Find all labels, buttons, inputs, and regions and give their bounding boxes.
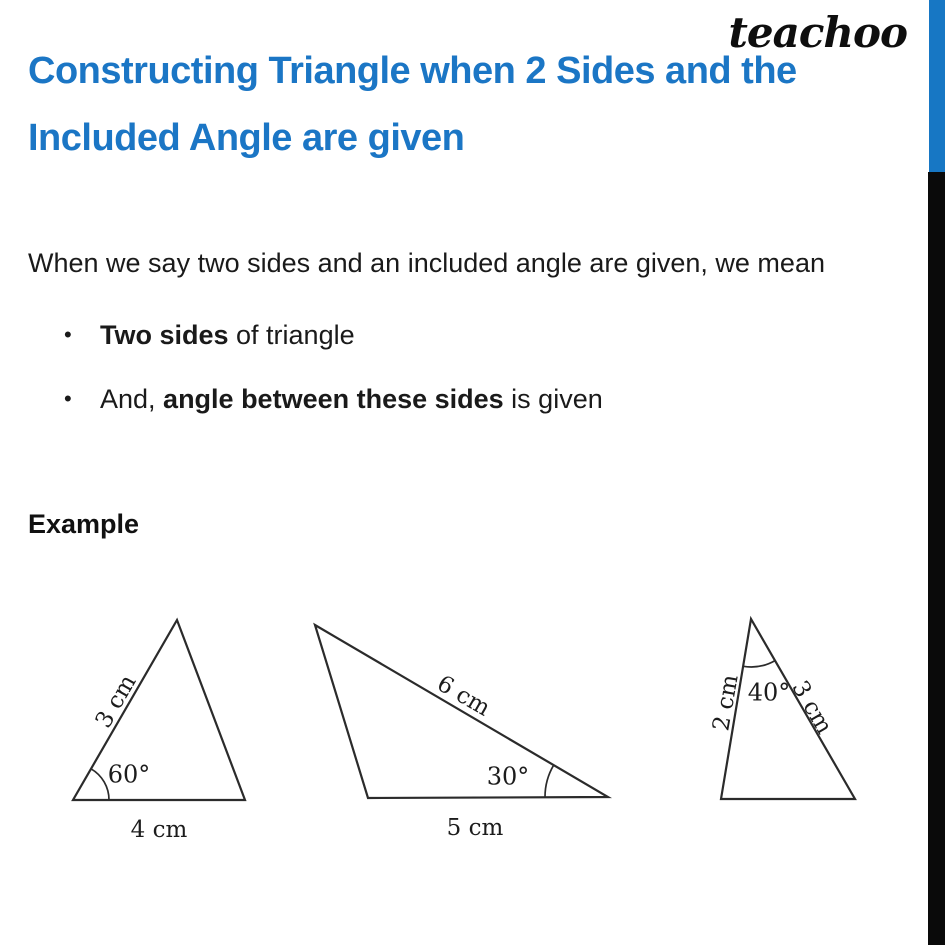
triangle-2-base-label: 5 cm xyxy=(446,815,504,841)
bullet-marker: • xyxy=(64,386,72,411)
triangle-1-angle-arc xyxy=(91,769,109,800)
page-title-line1: Constructing Triangle when 2 Sides and the xyxy=(28,50,797,92)
intro-text: When we say two sides and an included angle are given, we mean xyxy=(28,248,825,278)
triangle-3-left-side-label: 2 cm xyxy=(708,672,744,733)
triangle-sas-60 xyxy=(73,620,245,843)
triangle-1-angle-label: 60° xyxy=(107,760,151,789)
triangle-3-angle-label: 40° xyxy=(747,678,791,707)
triangle-2-angle-arc xyxy=(545,765,554,797)
bullet2-bold-text: angle between these sides xyxy=(163,384,504,414)
triangle-3-right-side-label: 3 cm xyxy=(786,676,838,739)
triangle-3-angle-arc xyxy=(743,661,775,667)
triangle-1-side-label: 3 cm xyxy=(90,670,142,733)
triangle-2-outline xyxy=(315,625,608,798)
bullet2-pre-text: And, xyxy=(100,384,164,414)
triangle-3-outline xyxy=(721,619,855,799)
triangle-2-angle-label: 30° xyxy=(486,762,530,791)
bullet2-post-text: is given xyxy=(503,384,603,414)
example-heading: Example xyxy=(28,509,140,539)
bullet1-bold-text: Two sides xyxy=(100,320,229,350)
triangle-1-base-label: 4 cm xyxy=(130,817,188,843)
page-title-line2: Included Angle are given xyxy=(28,117,465,159)
bullet-marker: • xyxy=(64,322,72,347)
triangle-2-side-label: 6 cm xyxy=(432,670,495,722)
bullet1-rest-text: of triangle xyxy=(228,320,355,350)
triangle-sas-30 xyxy=(315,625,608,841)
triangle-sas-40 xyxy=(708,619,855,799)
teachoo-logo: teachoo xyxy=(728,8,907,57)
